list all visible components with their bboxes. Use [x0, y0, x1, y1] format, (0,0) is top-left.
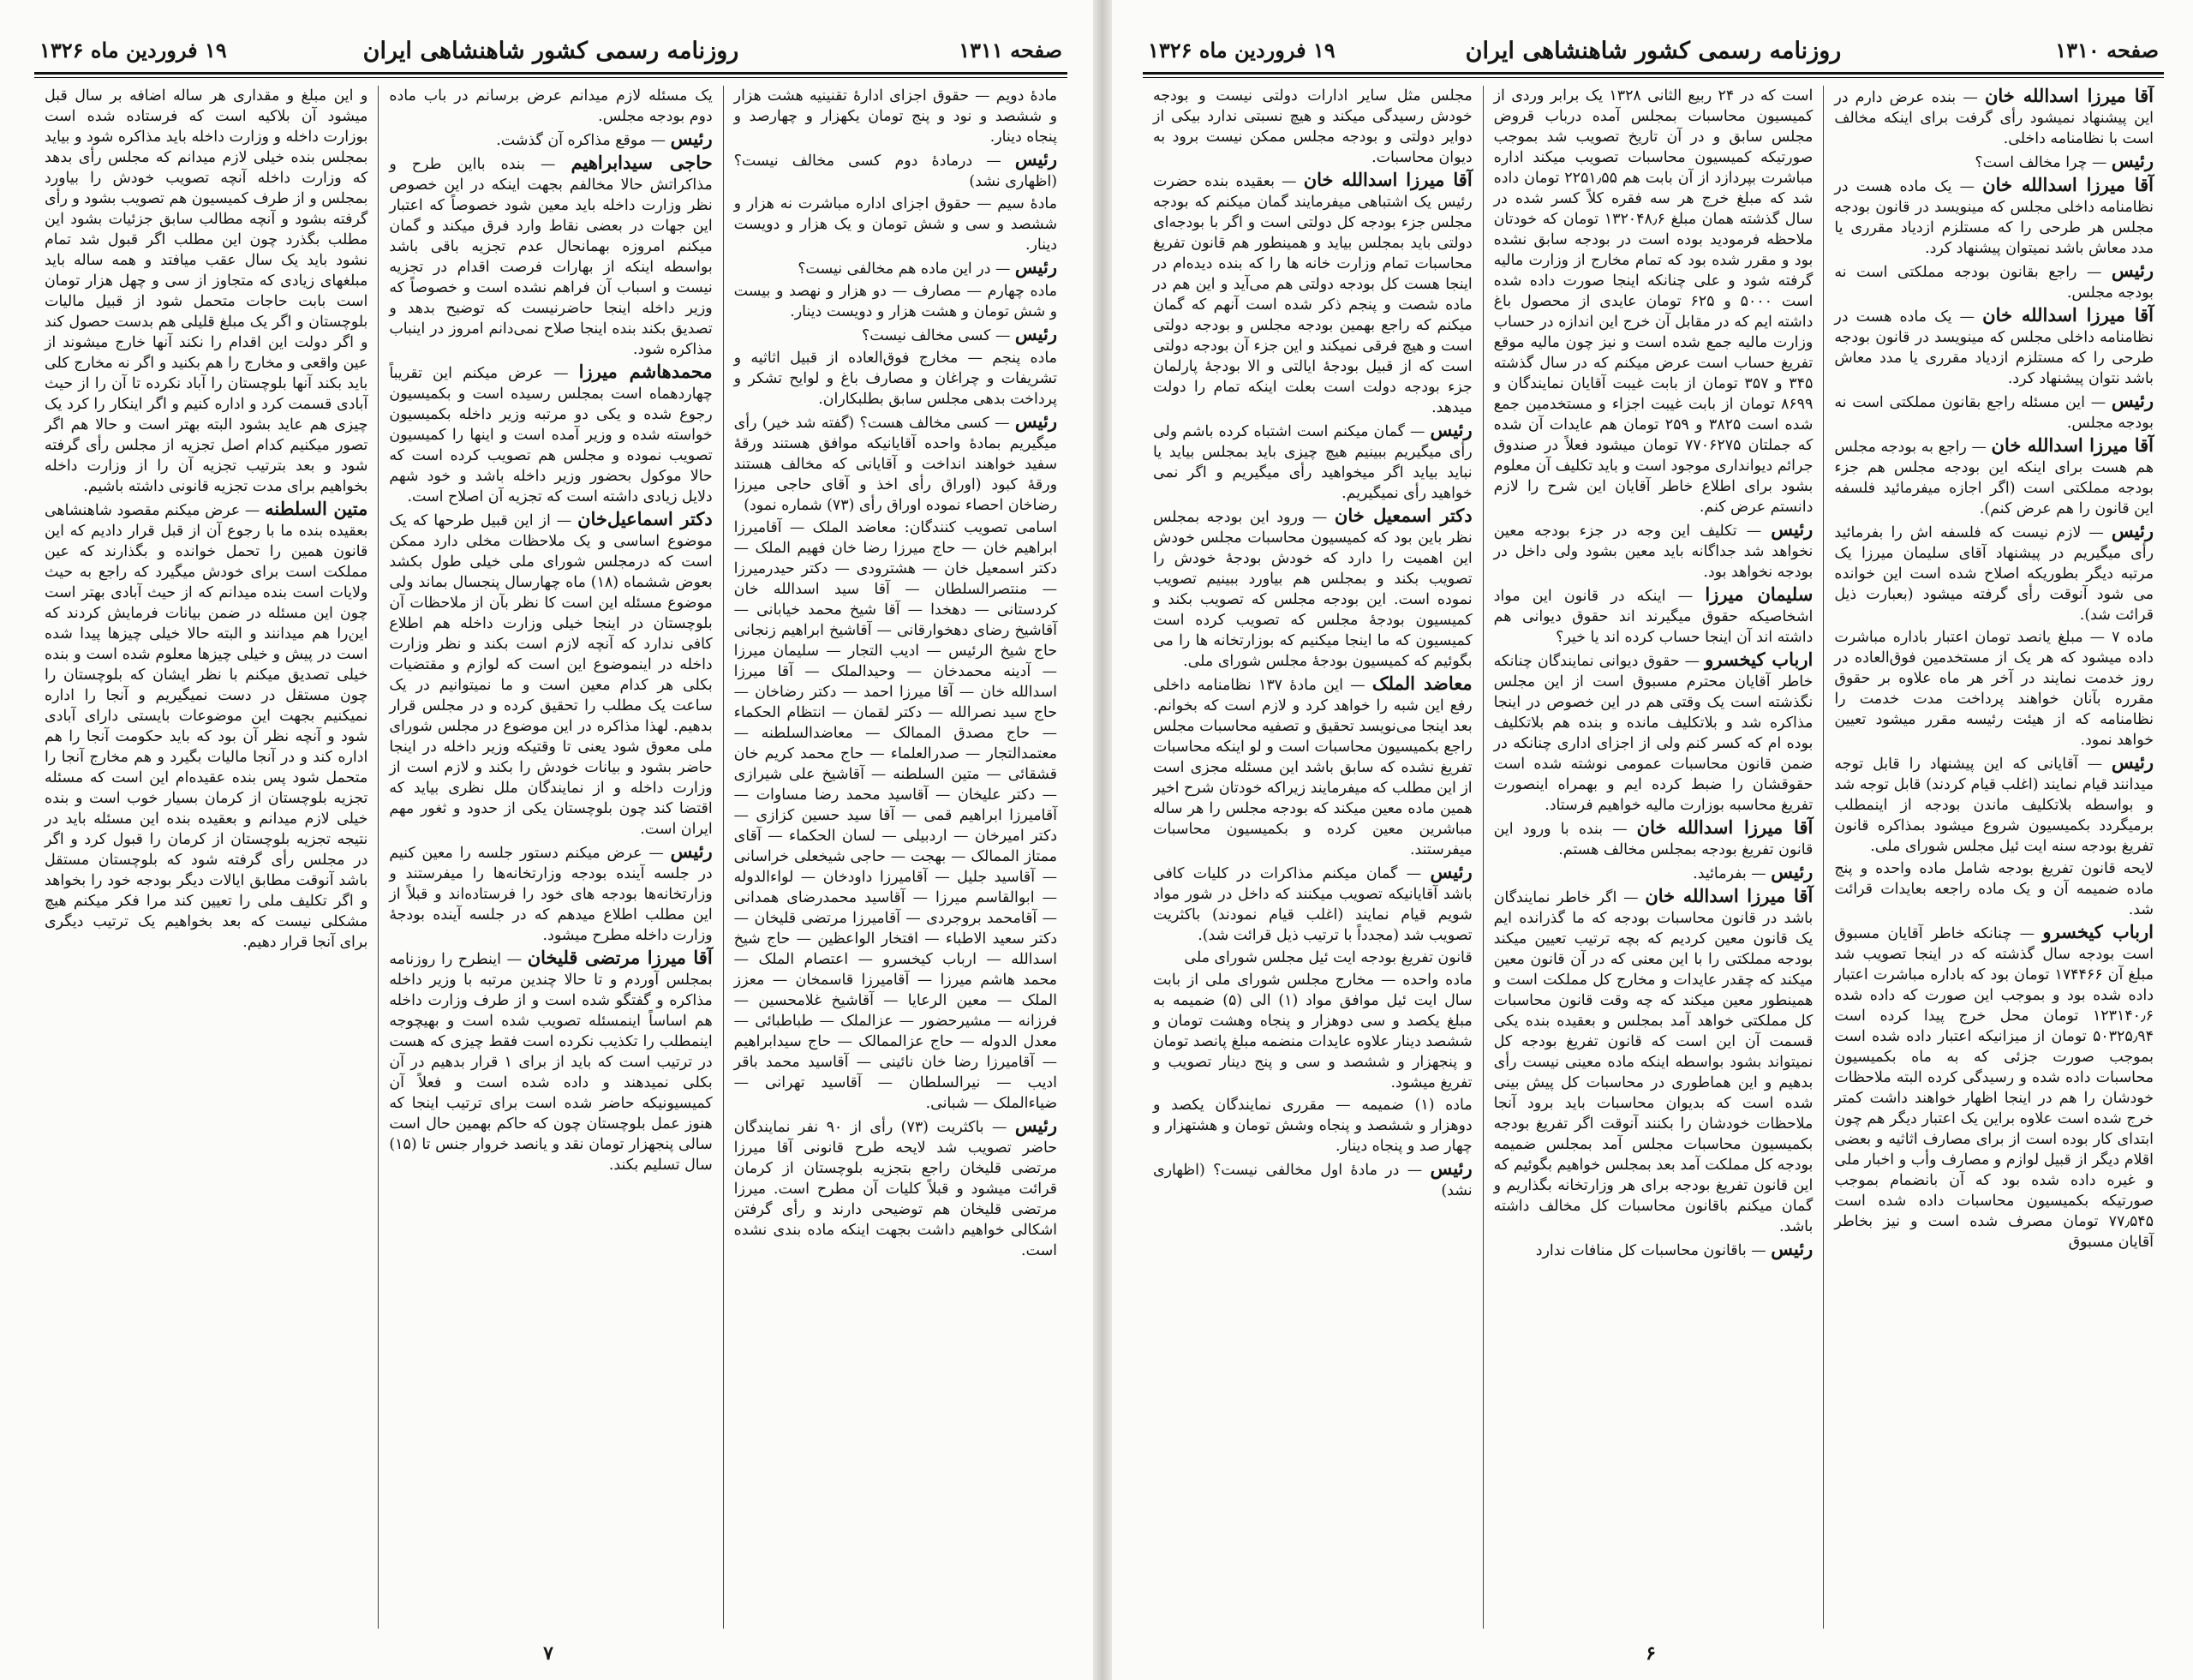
paragraph-text: مادهٔ سیم — حقوق اجزای اداره مباشرت نه هزار و ششصد و سی و شش تومان و یک هزار و دویست دینار.	[733, 195, 1057, 254]
paragraph-text: — گمان میکنم است اشتباه کرده باشم ولی رأی میگیریم ببینیم هیچ چیزی باید بمجلس بیاید یا نباید بیاید اگر میخواهید رأی میگیریم و اگر نمی خواهید رأی نمیگیریم.	[1152, 423, 1473, 502]
speech-paragraph	[1494, 1239, 1814, 1261]
paragraph-text: — اگر خاطر نمایندگان باشد در قانون محاسبات بودجه که ما گذرانده ایم یک قانون معین کردیم که بچه ترتیب تعیین میکند بودجه مملکتی را با این معنی که در آن قانون معین میکند که چقدر عایدات و مخارج کل مملکت است و همینطور معین میکند که چه وقت قانون محاسبات کل مملکتی خواهد آمد بمجلس و بعقیده بنده یکی قسمت آن این است که قانون تفریغ بودجه کل نمیتواند بشود بواسطه اینکه ماده معینی نیست رأی بدهیم و این هماطوری در محاسبات کل پیش بینی شده است که بدیوان محاسبات باید برود آنجا ملاحظات خودشان را بکنند آنوقت اگر تفریغ بودجه بکمیسیون محاسبات مجلس آمد بمجلس ضمیمه بودجه کل مملکت آمد بعد بمجلس خواهیم بگوئیم که این قانون تفریغ بودجه برای هر وزارتخانه بگذاریم و گمان میکنم باقانون محاسبات کل مخالف داشته باشد.	[1493, 889, 1814, 1235]
paragraph-text: ماده پنجم — مخارج فوق‌العاده از قبیل اثاثیه و تشریفات و چراغان و مصارف باغ و لوایح تشکر و پرداخت بدهی مجلس سابق بطلبکاران.	[733, 350, 1057, 408]
paragraph-text: — تکلیف این وجه در جزء بودجه معین نخواهد شد جداگانه باید معین بشود ولی داخل در بودجه نخواهد بود.	[1493, 523, 1814, 581]
speaker-name: رئیس	[1014, 1115, 1057, 1136]
paragraph-text: — عرض میکنم دستور جلسه را معین کنیم در جلسه آینده بودجه وزارتخانه‌ها را میفرستند و وزارتخانه‌ها بودجه های خود را فرستاده‌اند و قبلاً از این مطلب اطلاع میدهم که در جلسه آینده بودجهٔ وزارت داخله مطرح میشود.	[389, 845, 713, 944]
speech-paragraph	[1494, 584, 1814, 648]
paragraph-text: — این مسئله راجع بقانون مملکتی است نه بودجه مجلس.	[1834, 394, 2154, 432]
text-paragraph	[1494, 86, 1814, 517]
header-rule	[1143, 77, 2164, 78]
speech-paragraph	[1153, 420, 1473, 504]
text-paragraph	[734, 281, 1057, 322]
speech-paragraph	[734, 149, 1057, 192]
speech-paragraph	[1153, 505, 1473, 672]
page-header	[34, 29, 1067, 70]
speaker-name: آقا میرزا مرتضی قلیخان	[527, 947, 713, 968]
speaker-name: رئیس	[1771, 518, 1814, 540]
speech-paragraph	[1834, 260, 2154, 303]
speaker-name: رئیس	[1014, 256, 1057, 278]
text-paragraph	[1153, 1095, 1473, 1157]
speaker-name: رئیس	[1430, 419, 1473, 440]
paragraph-text: است که در ۲۴ ربیع الثانی ۱۳۲۸ یک برابر وردی از کمیسیون محاسبات بمجلس آمده درباب قروض مجلس سابق و در آن تاریخ تصویب شد بموجب صورتیکه کمیسیون محاسبات تصویب میکند اداره مباشرت بپردازد از آن بابت هم ۲۲۵۱٫۵۵ تومان داده شد که مبلغ خرج هر سه فقره کلاً کسر شده در سال گذشته همان مبلغ ۱۳۲۰۴۸٫۶ تومان که خودتان ملاحظه فرمودید بوده است در بودجه سابق نشده بود و مقرر شده بود که تمام مخارج از وزارت مالیه گرفته شود و علی چنانکه اینجا صورت داده شده است ۵۰۰۰ و ۶۲۵ تومان عایدی از محصول باغ داشته ایم که در مقابل آن خرج این اندازه در حساب وزارت مالیه جمع شده است و نیز چون مالیه موقع تفریغ حساب است عرض میکنم که در سال گذشته ۳۴۵ و ۳۵۷ تومان از بابت غیبت آقایان نمایندگان و ۸۶۹۹ تومان از بابت غیبت اجزاء و مستخدمین جمع شده است ۳۸۲۵ و ۲۵۹ تومان هم عایدات آن شده که جملتان ۷۷۰۶۲۷۵ تومان میشود فعلاً در صندوق جرائم دیوانداری موجود است و باید تکلیف آن معلوم بشود برای اطلاع خاطر آقایان این شرح را لازم دانستم عرض کنم.	[1493, 87, 1814, 516]
speech-paragraph	[1834, 391, 2154, 433]
header-date: ۱۹ فروردین ماه ۱۳۲۶	[39, 38, 227, 63]
paragraph-text: — موقع مذاکره آن گذشت.	[496, 132, 666, 149]
paragraph-text: — راجع بقانون بودجه مملکتی است نه بودجه مجلس.	[1834, 264, 2154, 302]
speech-paragraph	[1153, 170, 1473, 418]
paragraph-text: مادهٔ دویم — حقوق اجزای ادارهٔ تقنینیه هشت هزار و ششصد و نود و پنج تومان یکهزار و چهارصد و پنجاه دینار.	[733, 87, 1057, 146]
paragraph-text: ماده واحده — مخارج مجلس شورای ملی از بابت سال ایت ئیل موافق مواد (۱) الی (۵) ضمیمه به مبلغ یکصد و سی دوهزار و پنجاه وهشت تومان و ششصد دینار علاوه عایدات منضمه مبلغ پانصد تومان و پنجهزار و ششصد و سی و پنج دینار تصویب و تفریغ میشود.	[1152, 972, 1473, 1091]
paragraph-text: — لازم نیست که فلسفه اش را بفرمائید رأی میگیریم در پیشنهاد آقای سلیمان میرزا یک مرتبه دیگر بطوریکه اصلاح شده است این خوانده می شود آنوقت رأی گرفته میشود (بعبارت ذیل قرائت شد).	[1834, 524, 2154, 624]
speech-paragraph	[1494, 817, 1814, 860]
header-date: ۱۹ فروردین ماه ۱۳۲۶	[1148, 38, 1336, 63]
speaker-name: رئیس	[1771, 1238, 1814, 1259]
columns	[34, 86, 1067, 1629]
text-paragraph	[1834, 858, 2154, 920]
paragraph-text: — عرض میکنم مقصود شاهنشاهی بعقیده بنده ما با رجوع آن از قبل قرار دادیم که این قانون همین را تحمل خوانده و بگذارند که عین مملکت است برای خودش میگیرد که راجع به حیث ولایات است بنده میدانم که از حیث آبادی بهتر است چون این مسئله در ضمن بیانات فرمایش کردند که این‌را هم میدانند و البته حالا خیلی چیزها پیدا شده است در پیش و خیلی چیزها معلوم شده است و بنده خیلی تصدیق میکنم با نظر ایشان که بلوچستان را چون مستقل در دست نمیگیریم و آنجا را اداره نمیکنیم بجهت این موضوعات بایستی دارای آبادی شود و آنچه نظر آن بود که باید حکومت آنجا را هم اداره کند و در آنجا مالیات بگیرد و هم مخارج آنجا را متحمل شود پس بنده عقیده‌ام این است که مسئله تجزیه بلوچستان از کرمان بسیار خوب است و بنده خیلی لازم میدانم و بعقیده بنده این مسئله باید در نتیجه تجزیه بلوچستان از کرمان را قبول کرد و اگر در مجلس رأی گرفته شود که بلوچستان مستقل باشد آنوقت مطابق ایالات دیگر بودجه خود را بخواهد و اگر تکلیف ملی را تعیین کند مرا فکر میکنم هیچ مشکلی نیست که بعد بخواهیم یک ترتیب دیگری برای آنجا قرار دهیم.	[45, 502, 368, 951]
paragraph-text: — یک ماده هست در نظامنامه داخلی مجلس که مینویسد در قانون بودجه طرحی را که مستلزم ازدیاد مقرری یا مدد معاش باشد نتوان پیشنهاد کرد.	[1834, 308, 2154, 387]
paragraph-text: — اینکه در قانون این مواد اشخاصیکه حقوق میگیرند اند حقوق دیوانی هم داشته اند آن اینجا حساب کرده اند یا خیر؟	[1493, 588, 1814, 646]
header-rule	[1143, 72, 2164, 75]
text-column	[1143, 86, 1483, 1629]
speaker-name: رئیس	[2111, 150, 2154, 171]
text-column	[378, 86, 722, 1629]
folio-number: ۷	[543, 1642, 553, 1665]
paragraph-text: — باقانون محاسبات کل منافات ندارد	[1535, 1242, 1766, 1259]
text-paragraph	[734, 517, 1057, 1114]
speech-paragraph	[1153, 673, 1473, 860]
paragraph-text: ماده چهارم — مصارف — دو هزار و نهصد و بیست و شش تومان و هشت هزار و دویست دینار.	[733, 283, 1057, 320]
speech-paragraph	[389, 509, 712, 840]
speech-paragraph	[1834, 435, 2154, 519]
paragraph-text: — در این ماده هم مخالفی نیست؟	[798, 260, 1011, 278]
speech-paragraph	[1494, 519, 1814, 583]
page-right	[1108, 0, 2193, 1680]
paragraph-text: — این مادهٔ ۱۳۷ نظامنامه داخلی رفع این شبه را خواهد کرد و لازم است که بخوانم. بعد اینجا می‌نویسد تحقیق و تصفیه محاسبات مجلس راجع بکمیسیون محاسبات است و لو اینکه محاسبات تفریغ نشده که سابق باشد این مسئله مجزی است از این مطلب که میفرمایند زیراکه خودتان شرح اخیر همین ماده معین میکند که بودجه مجلس را هر ساله مباشرین معین کرده و بکمیسیون محاسبات میفرستند.	[1152, 677, 1473, 858]
speaker-name: آقا میرزا اسدالله خان	[1982, 174, 2154, 195]
speech-paragraph	[1834, 922, 2154, 1253]
page-header	[1143, 29, 2164, 70]
speaker-name: رئیس	[2111, 751, 2154, 773]
speaker-name: رئیس	[1430, 861, 1473, 882]
paragraph-text: — چرا مخالف است؟	[1975, 154, 2107, 171]
speaker-name: معاضد الملک	[1371, 673, 1473, 694]
speech-paragraph	[734, 324, 1057, 346]
speech-paragraph	[1153, 862, 1473, 946]
speaker-name: رئیس	[1014, 410, 1058, 432]
header-rule	[34, 72, 1067, 75]
speaker-name: آقا میرزا اسدالله خان	[1645, 885, 1814, 906]
header-rule	[34, 77, 1067, 78]
speech-paragraph	[1494, 886, 1814, 1237]
text-paragraph	[734, 86, 1057, 147]
speaker-name: آقا میرزا اسدالله خان	[1991, 434, 2154, 456]
text-column	[1823, 86, 2164, 1629]
paragraph-text: یک مسئله لازم میدانم عرض برسانم در باب ماده دوم بودجه مجلس.	[389, 87, 713, 125]
speech-paragraph	[45, 499, 367, 953]
paragraph-text: ماده (۱) ضمیمه — مقرری نمایندگان یکصد و دوهزار و ششصد و پنجاه وشش تومان و هشتهزار و چهار صد و پنجاه دینار.	[1152, 1097, 1473, 1155]
paragraph-text: — کسی مخالف هست؟ (گفته شد خیر) رأی میگیریم بمادهٔ واحده آقایانیکه موافق هستند ورقهٔ سفید خواهند انداخت و آقایانی که مخالف هستند ورقهٔ کبود (اوراق رأی اخذ و آقای حاجی میرزا رضاخان احصاء نموده اوراق رأی (۷۳) شماره نمود)	[733, 415, 1057, 514]
text-paragraph	[1153, 86, 1473, 168]
speaker-name: محمدهاشم میرزا	[578, 361, 713, 382]
text-column	[723, 86, 1067, 1629]
text-column	[1483, 86, 1824, 1629]
paragraph-text: و این مبلغ و مقداری هر ساله اضافه بر سال قبل میشود آن بلاکیه است که فرستاده شده است بوزارت داخله و وزارت داخله باید مذاکره شود و بیاید بمجلس بنده خیلی لازم میدانم که مجلس رأی بدهد که وزارت داخله آنچه تصویب خودش را بیاورد بمجلس و از طرف کمیسیون هم تصویب بشود و رأی گرفته بشود و آنچه مطالب سابق جزئیات بشود این مطلب بگذرد چون این مطلب اگر قبول شد تمام نشود باید یک سال عقب میافتد و همه ساله باید مبلغهای زیادی که متجاوز از سی و چهل هزار تومان است بابت حاجات متحمل شود از قبیل مالیات بلوچستان و اگر یک مبلغ قلیلی هم بدست حصول کند و اگر دولت این اقدام را نکند آنها خارج میشوند از عین واقعی و مخارج را هم بکنید و اگر نه مخارج کلی باید بکند آنها بلوچستان را آباد نکرده تا آن را از حیث آبادی قسمت کرد و اداره کنیم و اگر اینکار را کرد یک چیزی هم عاید بشود البته بهتر است و حالا هم اگر تصور میکنیم کدام اصل تجزیه از مجلس رأی گرفته شود و بعد بترتیب تجزیه آن را از وزارت داخله بخواهیم برای مدت تجزیه قانونی داشته باشیم.	[45, 87, 368, 495]
speech-paragraph	[734, 257, 1057, 279]
speaker-name: سلیمان میرزا	[1705, 583, 1814, 605]
speech-paragraph	[1494, 862, 1814, 884]
header-page-number: صفحه ۱۳۱۱	[959, 38, 1062, 63]
speaker-name: حاجی سیدابراهیم	[571, 152, 713, 173]
paragraph-text: — بنده بااین طرح و مذاکراتش حالا مخالفم بجهت اینکه در این خصوص نظر وزارت داخله باید معین شود خصوصاً که اعتبار این جهات در بعضی نقاط وارد فرق میکند و گمان میکنم امروزه بهمانحال عدم تجزیه باقی باشد بواسطه اینکه از بهارات فرصت اقدام در تجزیه نیست و اسباب آن فراهم نشده است و خصوصاً که وزیر داخله اینجا حاضرنیست که توضیح بدهد و تصدیق بکند بنده اینجا صلاح نمی‌دانم امروز در اینباب مذاکره شود.	[389, 156, 713, 358]
paragraph-text: — چنانکه خاطر آقایان مسبوق است بودجه سال گذشته که در اینجا تصویب شد مبلغ آن ۱۷۴۴۶۶ تومان بود که باداره مباشرت اعتبار داده شده بود و بموجب این صورت که داده شده ۱۲۳۱۴۰٫۶ تومان محل خرج پیدا کرده است ۵۰۳۲۵٫۹۴ تومان از میزانیکه اعتبار داده شده است بموجب صورت جزئی که به ماه بکمیسیون محاسبات داده شده و رسیدگی کرده البته ملاحظات خودشان را هم در اینجا اظهار خواهند داشت کمتر خرج شده است علاوه براین یک اعتبار دیگر هم چون ابتدای کار بوده است از برای مصارف اثاثیه و بعضی اقلام دیگر از قبیل لوازم و مصارف وأب و اخبار ملی و غیره داده شده بود که آن بانضمام بموجب صورتیکه بکمیسیون محاسبات داده شده است ۷۷٫۵۴۵ تومان مصرف شده است و نیز بخاطر آقایان مسبوق	[1834, 925, 2154, 1251]
header-page-number: صفحه ۱۳۱۰	[2055, 38, 2159, 63]
speaker-name: رئیس	[2111, 260, 2154, 281]
speech-paragraph	[389, 362, 712, 507]
speech-paragraph	[734, 1115, 1057, 1261]
speaker-name: رئیس	[1771, 861, 1814, 882]
speaker-name: دکتر اسمعیل خان	[1334, 505, 1473, 526]
speech-paragraph	[1834, 86, 2154, 149]
text-paragraph	[734, 194, 1057, 255]
speech-paragraph	[1494, 649, 1814, 816]
paragraph-text: — اینطرح را روزنامه بمجلس آوردم و تا حالا چندین مرتبه با وزیر داخله مذاکره و گفتگو شده است و از طرف وزارت داخله هم اساساً اینمسئله تصویب شده است و بهیچوجه اینمطلب را تکذیب نکرده است فقط چیزی که هست در ترتیب است که باید از برای ۱ قرار بدهیم در آن بکلی نمیدهند و داده شده است و فعلاً آن کمیسیونیکه حاضر شده است برای ترتیب اینجا که هنوز عمل بلوچستان چون که حاکم بهمین حال است سالی پنجهزار تومان نقد و یانصد خروار جنس تا (۱۵) سال تسلیم بکند.	[389, 951, 713, 1174]
speaker-name: رئیس	[2111, 520, 2154, 541]
speech-paragraph	[1834, 305, 2154, 389]
text-column	[34, 86, 378, 1629]
paragraph-text: — ورود این بودجه بمجلس نظر باین بود که کمیسیون محاسبات مجلس خودش این اهمیت را دارد که خودش بودجهٔ خودش را تصویب بکند و بمجلس هم بیاورد ببینیم تصویب نموده است. این بودجه مجلس که تصویب بکند و کمیسیون بودجهٔ مجلس که تصویب کرده است کمیسیون که ما اینجا میکنیم که بوزارتخانه ها را می بگوئیم که کمیسیون بودجهٔ مجلس شورای ملی.	[1152, 509, 1473, 670]
paragraph-text: — بنده با ورود این قانون تفریغ بودجه بمجلس مخالف هستم.	[1493, 821, 1814, 858]
speaker-name: آقا میرزا اسدالله خان	[1984, 86, 2154, 106]
speaker-name: آقا میرزا اسدالله خان	[1303, 169, 1473, 190]
paragraph-text: — بنده عرض دارم در این پیشنهاد نمیشود رأی گرفت برای اینکه مخالف است با نظامنامه داخلی.	[1834, 89, 2154, 147]
text-paragraph	[734, 348, 1057, 410]
folio-number: ۶	[1646, 1642, 1656, 1665]
text-paragraph	[1153, 948, 1473, 968]
paragraph-text: — بعقیده بنده حضرت رئیس یک اشتباهی میفرمایند گمان میکنم که بودجه مجلس جزء بودجه کل دولتی است و اگر با بودجه‌ای دولتی باید بمجلس بیاید و همینطور هم قانون تفریغ محاسبات تمام وزارت خانه ها را که بنده دیده‌ام در اینجا هست کل بودجه دولتی هم می‌آید و این هم در ماده شصت و پنجم ذکر شده است آنهم که گمان میکنم که راجع بهمین بودجه مجلس و بودجه دولتی است و هیچ فرقی نمیکند و این جزء آن بودجه دولتی است که از قبیل بودجهٔ ایالتی و الا بودجهٔ پارلمان جزء بودجه دولت است بعلت اینکه تمام را دولت میدهد.	[1152, 173, 1473, 416]
speech-paragraph	[389, 152, 712, 360]
paragraph-text: ماده ۷ — مبلغ یانصد تومان اعتبار باداره مباشرت داده میشود که هر یک از مستخدمین فوق‌العاده در روز خدمت نمایند در آخر هر ماه علاوه بر حقوق مقرره بآنان خواهند پرداخت مدت خدمت را نظامنامه که از هیئت رئیسه مقرر میشود تعیین خواهد نمود.	[1834, 629, 2154, 749]
speech-paragraph	[1153, 1158, 1473, 1201]
speech-paragraph	[1834, 175, 2154, 259]
speaker-name: رئیس	[1014, 148, 1058, 170]
speaker-name: رئیس	[670, 840, 713, 862]
text-paragraph	[1153, 970, 1473, 1093]
paragraph-text: لایحه قانون تفریغ بودجه شامل ماده واحده و پنج ماده ضمیمه آن و یک ماده راجعه بعایدات قرائت شد.	[1834, 860, 2154, 918]
speaker-name: رئیس	[1430, 1157, 1473, 1179]
paragraph-text: — راجع به بودجه مجلس هم هست برای اینکه این بودجه مجلس هم جزء بودجه مملکتی است (اگر اجازه میفرمائید فلسفه این قانون را هم عرض کنم).	[1834, 439, 2154, 517]
speech-paragraph	[734, 411, 1057, 516]
paragraph-text: — بفرمائید.	[1693, 865, 1766, 882]
paragraph-text: مجلس مثل سایر ادارات دولتی نیست و بودجه خودش رسیدگی میکند و هیچ نسبتی ندارد بیکی از دوایر دولتی و بودجه مجلس ممکن نیست برود به دیوان محاسبات.	[1152, 87, 1473, 166]
speaker-name: رئیس	[670, 128, 713, 149]
speech-paragraph	[389, 841, 712, 946]
paragraph-text: — باکثریت (۷۳) رأی از ۹۰ نفر نمایندگان حاضر تصویب شد لایحه طرح قانونی آقا میرزا مرتضی قلیخان راجع بتجزیه بلوچستان از کرمان قرائت میشود و قبلاً کلیات آن مطرح است. میرزا مرتضی قلیخان هم توضیحی دارند و رأی گرفتن اشکالی خواهیم داشت بجهت اینکه ماده بندی نشده است.	[733, 1119, 1057, 1259]
speaker-name: آقا میرزا اسدالله خان	[1982, 304, 2154, 326]
page-left	[0, 0, 1096, 1680]
header-title: روزنامه رسمی کشور شاهنشاهی ایران	[1465, 38, 1842, 64]
speech-paragraph	[1834, 752, 2154, 857]
speech-paragraph	[1834, 151, 2154, 173]
speaker-name: دکتر اسماعیل‌خان	[577, 508, 713, 529]
paragraph-text: قانون تفریغ بودجه ایت ئیل مجلس شورای ملی	[1184, 949, 1473, 966]
paragraph-text: — درمادهٔ دوم کسی مخالف نیست؟ (اظهاری نشد)	[733, 152, 1057, 190]
speech-paragraph	[389, 129, 712, 151]
speaker-name: رئیس	[2111, 390, 2154, 411]
paragraph-text: — کسی مخالف نیست؟	[862, 327, 1011, 344]
paragraph-text: — آقایانی که این پیشنهاد را قابل توجه میدانند قیام نمایند (اغلب قیام کردند) قابل توجه شد و بواسطه بلاتکلیف ماندن بودجه از اینمطلب برمیگردد بکمیسیون شروع میشود بمذاکره قانون تفریغ بودجه سنه ایت ئیل مجلس شورای ملی.	[1834, 756, 2154, 855]
text-paragraph	[1834, 627, 2154, 750]
speaker-name: رئیس	[1014, 323, 1057, 344]
paragraph-text: — در مادهٔ اول مخالفی نیست؟ (اظهاری نشد)	[1152, 1162, 1473, 1199]
paragraph-text: اسامی تصویب کنندگان: معاضد الملک — آقامیرزا ابراهیم خان — حاج میرزا رضا خان فهیم الملک — دکتر اسمعیل خان — هشترودی — دکتر حیدرمیرزا — منتصرالسلطان — آقا سید اسدالله خان کردستانی — دهخدا — آقا شیخ محمد خیابانی — آقاشیخ رضای دهخوارقانی — آقاشیخ ابراهیم زنجانی حاج شیخ الرئیس — ادیب التجار — سلیمان میرزا — آدینه محمدخان — وحیدالملک — آقا میرزا اسدالله خان — آقا میرزا احمد — دکتر رضاخان — حاج سید نصرالله — دکتر لقمان — انتظام الحکماء — حاج مصدق الممالک — معاضدالسلطنه — معتمدالتجار — صدرالعلماء — حاج محمد کریم خان قشقائی — متین السلطنه — آقاشیخ علی شیرازی — دکتر علیخان — آقاسید محمد رضا مساوات — آقامیرزا ابراهیم قمی — آقا سید حسین کزازی — دکتر امیرخان — اردبیلی — لسان الحکماء — آقای ممتاز الممالک — بهجت — حاجی شیخعلی خراسانی — آقاسید جلیل — آقامیرزا داودخان — لواءالدوله — ابوالقاسم میرزا — آقاسید محمدرضای همدانی — آقامحمد بروجردی — آقامیرزا مرتضی قلیخان — دکتر سعید الاطباء — افتخار الواعظین — حاج شیخ اسدالله — ارباب کیخسرو — اعتصام الملک — محمد هاشم میرزا — آقامیرزا قاسمخان — معزز الملک — معین الرعایا — آقاشیخ غلامحسین — فرزانه — مشیرحضور — عزالملک — طباطبائی — معدل الدوله — حاج عزالممالک — حاج سیدابراهیم — آقامیرزا رضا خان نائینی — آقاسید محمد باقر ادیب — نیرالسلطان — آقاسید تهرانی — ضیاءالملک — شبانی.	[733, 519, 1057, 1112]
text-paragraph	[45, 86, 367, 497]
speaker-name: متین السلطنه	[265, 498, 368, 519]
columns	[1143, 86, 2164, 1629]
text-paragraph	[389, 86, 712, 127]
paragraph-text: — عرض میکنم این تقریباً چهاردهماه است بمجلس رسیده است و بکمیسیون رجوع شده و یکی دو مرتبه وزیر داخله بکمیسیون خواسته شده و وزیر آمده است و اینها را کمیسیون تصویب نموده و مجلس هم تصویب کرده است که حالا موکول بحضور وزیر داخله باشد و خود شهم دلایل زیادی داشته است که تجزیه آن اصلاح است.	[389, 365, 713, 505]
speaker-name: آقا میرزا اسدالله خان	[1636, 816, 1814, 838]
header-title: روزنامه رسمی کشور شاهنشاهی ایران	[362, 38, 739, 64]
paragraph-text: — یک ماده هست در نظامنامه داخلی مجلس که مینویسد در قانون بودجه مجلس هر طرحی را که مستلزم ازدیاد مقرری یا مدد معاش باشد نمیتوان پیشنهاد کرد.	[1834, 178, 2154, 257]
speaker-name: ارباب کیخسرو	[1705, 649, 1814, 670]
speech-paragraph	[389, 948, 712, 1175]
paragraph-text: — گمان میکنم مذاکرات در کلیات کافی باشد آقایانیکه تصویب میکنند که داخل در شور مواد شویم قیام نمایند (اغلب قیام نمودند) باکثریت تصویب شد (مجدداً با ترتیب ذیل قرائت شد).	[1152, 865, 1473, 944]
speaker-name: ارباب کیخسرو	[2042, 921, 2154, 942]
paragraph-text: — حقوق دیوانی نمایندگان چنانکه خاطر آقایان محترم مسبوق است از این مجلس نگذشته است یک وقتی هم در این خصوص در اینجا مذاکره شد و بلاتکلیف مانده و بنده هم بلاتکلیف بوده ام که کسر کنم ولی از اجزای اداری چنانکه در ضمن قانون محاسبات عمومی نوشته شده است حقوقشان را ضبط کرده ایم و بهمراه اینصورت تفریغ محاسبه بوزارت مالیه خواهیم فرستاد.	[1493, 653, 1814, 814]
paragraph-text: — از این قبیل طرحها که یک موضوع اساسی و یک ملاحظات مخلی دارد ممکن است که درمجلس شورای ملی خیلی طول بکشد بعوض ششماه (۱۸) ماه چهارسال پنجسال بماند ولی موضوع مسئله این است کا نظر بآن از ملاحظات آن بلوچستان در اینجا خیلی وزارت داخله هم اطلاع کافی ندارد که آنچه لازم است بکند و نظر وزارت داخله در اینموضوع این است که لوازم و مقتضیات بکلی هر کدام معین است و ما نمیتوانیم در یک ساعت یک مطلب را تحقیق کرده و در مجلس قرار بدهیم. لهذا مذاکره در این موضوع در مجلس شورای ملی معوق شود یعنی تا وقتیکه وزیر داخله در اینجا حاضر بشود و بیانات خودش را بکند و لازم است از وزارت داخله و از نمایندگان ملل نظری بیاید که اقتضا کند چون بلوچستان یکی از حدود و ثغور مهم ایران است.	[389, 512, 713, 838]
speech-paragraph	[1834, 521, 2154, 625]
